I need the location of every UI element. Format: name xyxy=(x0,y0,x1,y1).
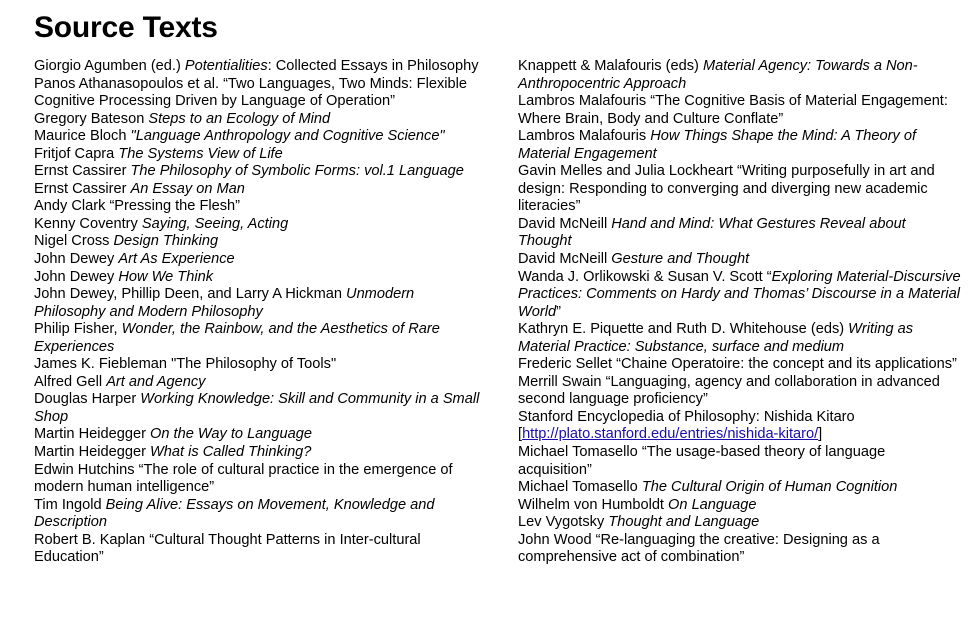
citation-plain: “ xyxy=(766,268,772,285)
citation-author: Wanda J. Orlikowski & Susan V. Scott xyxy=(518,268,767,285)
citation-entry xyxy=(34,497,482,532)
citation-entry xyxy=(518,269,963,322)
citation-title: Art As Experience xyxy=(118,251,235,268)
citation-author: Michael Tomasello xyxy=(518,479,642,496)
citation-title: Working Knowledge: Skill and Community in a Small Shop xyxy=(34,391,480,425)
citation-author: Stanford Encyclopedia of Philosophy: Nishida Kitaro xyxy=(518,408,855,425)
citation-title: Writing as Material Practice: Substance, surface and medium xyxy=(518,321,914,355)
citation-author: John Dewey, Phillip Deen, and Larry A Hickman xyxy=(34,286,347,303)
citation-title: Hand and Mind: What Gestures Reveal about Thought xyxy=(518,215,906,250)
citation-entry xyxy=(34,269,482,287)
citation-entry xyxy=(518,514,963,532)
citation-author: Merrill Swain xyxy=(518,373,606,390)
citation-author: Edwin Hutchins xyxy=(34,461,139,478)
citation-entry xyxy=(518,479,963,497)
citation-author: David McNeill xyxy=(518,215,612,232)
citation-entry xyxy=(518,444,963,479)
citation-plain: “The Cognitive Basis of Material Engagement: Where Brain, Body and Culture Conflate” xyxy=(518,93,948,127)
citation-plain: “Cultural Thought Patterns in Inter-cultural Education” xyxy=(34,531,421,566)
citation-author: Martin Heidegger xyxy=(34,444,150,461)
citation-author: Wilhelm von Humboldt xyxy=(518,496,669,513)
citation-entry xyxy=(34,444,482,462)
citation-title: The Philosophy of Symbolic Forms: vol.1 Language xyxy=(130,163,464,180)
citation-entry xyxy=(34,391,482,426)
citation-author: Frederic Sellet xyxy=(518,356,617,373)
citation-entry xyxy=(34,251,482,269)
citation-title: Art and Agency xyxy=(106,373,206,390)
citation-entry xyxy=(34,128,482,146)
citation-entry xyxy=(34,286,482,321)
citation-entry xyxy=(34,233,482,251)
citation-entry xyxy=(34,76,482,111)
citation-title: Potentialities xyxy=(184,58,268,74)
citation-entry xyxy=(518,532,963,567)
citation-entry xyxy=(34,426,482,444)
citation-author: John Wood xyxy=(518,531,596,548)
citation-author: Lambros Malafouris xyxy=(518,93,651,110)
citation-author: Alfred Gell xyxy=(34,373,107,390)
citation-author: Panos Athanasopoulos et al. xyxy=(34,75,224,92)
citation-title: "Language Anthropology and Cognitive Science" xyxy=(130,128,445,145)
citation-author: Philip Fisher, xyxy=(34,321,122,338)
citation-author: Michael Tomasello xyxy=(518,444,642,461)
right-column xyxy=(518,58,963,567)
citation-author: Lambros Malafouris xyxy=(518,128,651,145)
citation-plain: “Writing purposefully in art and design: Responding to converging and diverging new academic literacies” xyxy=(518,163,935,215)
citation-title: The Cultural Origin of Human Cognition xyxy=(641,479,898,496)
citation-author: Maurice Bloch xyxy=(34,128,131,145)
citation-entry xyxy=(518,251,963,269)
citation-title: On Language xyxy=(668,496,757,513)
citation-title: Wonder, the Rainbow, and the Aesthetics of Rare Experiences xyxy=(34,321,440,355)
citation-author: Kenny Coventry xyxy=(34,215,142,232)
citation-plain: [ xyxy=(518,426,523,443)
citation-tail: ” xyxy=(556,303,561,320)
citation-author: Giorgio Agumben (ed.) xyxy=(34,58,185,74)
citation-entry xyxy=(518,497,963,515)
citation-title: Unmodern Philosophy and Modern Philosophy xyxy=(34,286,415,320)
citation-title: Gesture and Thought xyxy=(611,251,750,268)
citation-author: Kathryn E. Piquette and Ruth D. Whitehouse (eds) xyxy=(518,321,849,338)
citation-entry xyxy=(518,128,963,163)
citation-tail: ] xyxy=(818,426,823,443)
citation-entry xyxy=(34,321,482,356)
citation-plain: “Two Languages, Two Minds: Flexible Cognitive Processing Driven by Language of Operation” xyxy=(34,75,467,110)
citation-entry xyxy=(34,532,482,567)
citation-author: Gregory Bateson xyxy=(34,110,149,127)
citation-link[interactable]: http://plato.stanford.edu/entries/nishida-kitaro/ xyxy=(522,426,819,443)
citation-title: Exploring Material-Discursive Practices: Comments on Hardy and Thomas’ Discourse in a Material World xyxy=(518,268,961,320)
citation-title: Being Alive: Essays on Movement, Knowledge and Description xyxy=(34,496,435,531)
citation-entry xyxy=(34,181,482,199)
citation-author: Lev Vygotsky xyxy=(518,514,609,531)
citation-entry xyxy=(518,374,963,409)
citation-author: Robert B. Kaplan xyxy=(34,531,150,548)
citation-entry xyxy=(518,321,963,356)
citation-title: What is Called Thinking? xyxy=(150,444,312,461)
citation-tail: : Collected Essays in Philosophy xyxy=(267,58,479,74)
citation-plain: “Re-languaging the creative: Designing as a comprehensive act of combination” xyxy=(518,531,880,566)
citation-author: Knappett & Malafouris (eds) xyxy=(518,58,703,74)
citation-title: Steps to an Ecology of Mind xyxy=(148,110,331,127)
citation-entry xyxy=(518,163,963,216)
page-title: Source Texts xyxy=(34,11,218,44)
citation-author: Nigel Cross xyxy=(34,233,114,250)
citation-plain: “The usage-based theory of language acquisition” xyxy=(518,444,886,478)
citation-entry xyxy=(34,198,482,216)
citation-author: James K. Fiebleman xyxy=(34,356,172,373)
citation-entry xyxy=(518,58,963,93)
citation-title: The Systems View of Life xyxy=(118,145,283,162)
citation-author: Ernst Cassirer xyxy=(34,163,131,180)
citation-title: How Things Shape the Mind: A Theory of Material Engagement xyxy=(518,128,917,162)
citation-entry xyxy=(34,216,482,234)
citation-entry xyxy=(34,111,482,129)
citation-title: Material Agency: Towards a Non-Anthropocentric Approach xyxy=(518,58,918,92)
citation-author: Tim Ingold xyxy=(34,496,106,513)
citation-entry xyxy=(34,58,482,76)
citation-title: Saying, Seeing, Acting xyxy=(141,215,289,232)
citation-author: Fritjof Capra xyxy=(34,145,119,162)
citation-author: Andy Clark xyxy=(34,198,110,215)
citation-title: Thought and Language xyxy=(608,514,760,531)
citation-author: David McNeill xyxy=(518,251,612,268)
citation-entry xyxy=(34,146,482,164)
citation-plain: “Languaging, agency and collaboration in advanced second language proficiency” xyxy=(518,373,940,408)
citation-entry xyxy=(518,216,963,251)
citation-author: Ernst Cassirer xyxy=(34,180,131,197)
citation-entry xyxy=(518,409,963,444)
citation-entry xyxy=(34,356,482,374)
citation-title: An Essay on Man xyxy=(130,180,245,197)
citation-entry xyxy=(34,462,482,497)
citation-entry xyxy=(34,374,482,392)
citation-entry xyxy=(518,93,963,128)
citation-entry xyxy=(34,163,482,181)
citation-author: Gavin Melles and Julia Lockheart xyxy=(518,163,738,180)
citation-plain: “The role of cultural practice in the emergence of modern human intelligence” xyxy=(34,461,453,496)
left-column xyxy=(34,58,482,567)
citation-author: John Dewey xyxy=(34,251,119,268)
citation-entry xyxy=(518,356,963,374)
citation-title: How We Think xyxy=(118,268,213,285)
citation-plain: “Chaine Operatoire: the concept and its applications” xyxy=(616,356,957,373)
citation-plain: “Pressing the Flesh” xyxy=(109,198,241,215)
citation-title: Design Thinking xyxy=(113,233,219,250)
citation-plain: "The Philosophy of Tools" xyxy=(171,356,337,373)
citation-title: On the Way to Language xyxy=(150,426,312,443)
citation-author: John Dewey xyxy=(34,268,119,285)
citation-author: Martin Heidegger xyxy=(34,426,150,443)
citation-author: Douglas Harper xyxy=(34,391,141,408)
